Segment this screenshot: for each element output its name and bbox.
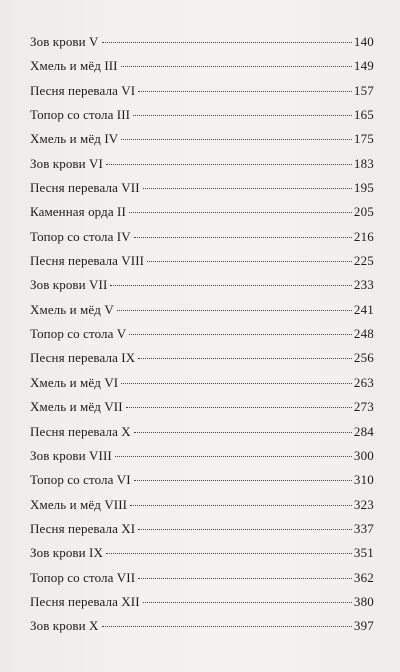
- toc-entry: [30, 298, 374, 322]
- toc-entry: [30, 200, 374, 224]
- toc-entry-title: Хмель и мёд VI: [30, 374, 119, 390]
- toc-entry-title: Зов крови IX: [30, 545, 103, 561]
- toc-entry-title: Топор со стола III: [30, 107, 131, 123]
- toc-entry-title: Хмель и мёд IV: [30, 131, 119, 147]
- toc-entry-page-number: 233: [353, 277, 374, 293]
- toc-entry-page-number: 263: [353, 374, 374, 390]
- toc-entry: [30, 614, 374, 638]
- toc-entry-page-number: 165: [353, 107, 374, 123]
- dot-leader: [138, 529, 352, 530]
- toc-entry-title: Зов крови VII: [30, 277, 108, 293]
- toc-entry: [30, 371, 374, 395]
- toc-entry-page-number: 195: [353, 180, 374, 196]
- toc-entry: [30, 103, 374, 127]
- toc-entry: [30, 249, 374, 273]
- toc-entry-page-number: 362: [353, 569, 374, 585]
- toc-entry-title: Песня перевала XII: [30, 593, 140, 609]
- dot-leader: [102, 42, 352, 43]
- toc-entry: [30, 322, 374, 346]
- toc-entry-title: Хмель и мёд VII: [30, 399, 123, 415]
- toc-entry-title: Песня перевала VIII: [30, 253, 145, 269]
- toc-entry-page-number: 241: [353, 301, 374, 317]
- dot-leader: [126, 407, 352, 408]
- toc-entry-title: Песня перевала IX: [30, 350, 136, 366]
- dot-leader: [134, 237, 352, 238]
- toc-entry-title: Зов крови X: [30, 618, 99, 634]
- toc-entry-page-number: 256: [353, 350, 374, 366]
- toc-entry: [30, 395, 374, 419]
- dot-leader: [121, 66, 352, 67]
- dot-leader: [129, 212, 352, 213]
- toc-entry-title: Хмель и мёд VIII: [30, 496, 128, 512]
- toc-entry: [30, 493, 374, 517]
- toc-entry-page-number: 337: [353, 520, 374, 536]
- dot-leader: [147, 261, 352, 262]
- toc-entry-page-number: 140: [353, 34, 374, 49]
- dot-leader: [121, 139, 352, 140]
- toc-entry: [30, 30, 374, 54]
- toc-entry-title: Зов крови VI: [30, 155, 103, 171]
- dot-leader: [106, 164, 352, 165]
- toc-entry-page-number: 273: [353, 399, 374, 415]
- toc-entry-title: Хмель и мёд III: [30, 58, 118, 74]
- toc-entry: [30, 590, 374, 614]
- dot-leader: [133, 115, 352, 116]
- toc-entry-page-number: 183: [353, 155, 374, 171]
- toc-entry-title: Зов крови V: [30, 34, 99, 49]
- toc-entry-title: Песня перевала VI: [30, 82, 136, 98]
- dot-leader: [143, 602, 352, 603]
- toc-entry-title: Топор со стола IV: [30, 228, 131, 244]
- dot-leader: [115, 456, 352, 457]
- toc-entry-page-number: 351: [353, 545, 374, 561]
- toc-entry: [30, 79, 374, 103]
- toc-entry-page-number: 175: [353, 131, 374, 147]
- toc-entry: [30, 54, 374, 78]
- dot-leader: [106, 553, 352, 554]
- dot-leader: [134, 432, 352, 433]
- dot-leader: [138, 91, 352, 92]
- dot-leader: [138, 358, 352, 359]
- table-of-contents: [30, 30, 374, 639]
- toc-entry-title: Песня перевала X: [30, 423, 131, 439]
- toc-entry-page-number: 300: [353, 447, 374, 463]
- toc-entry-title: Песня перевала XI: [30, 520, 136, 536]
- toc-entry: [30, 127, 374, 151]
- toc-entry-page-number: 225: [353, 253, 374, 269]
- dot-leader: [134, 480, 352, 481]
- toc-entry-page-number: 205: [353, 204, 374, 220]
- toc-entry: [30, 541, 374, 565]
- toc-entry: [30, 444, 374, 468]
- toc-entry: [30, 225, 374, 249]
- toc-entry-page-number: 216: [353, 228, 374, 244]
- toc-entry-title: Песня перевала VII: [30, 180, 140, 196]
- toc-entry-title: Каменная орда II: [30, 204, 126, 220]
- toc-entry-page-number: 284: [353, 423, 374, 439]
- toc-entry-page-number: 380: [353, 593, 374, 609]
- toc-entry: [30, 468, 374, 492]
- dot-leader: [130, 505, 352, 506]
- dot-leader: [138, 578, 352, 579]
- toc-entry: [30, 346, 374, 370]
- dot-leader: [121, 383, 352, 384]
- dot-leader: [117, 310, 352, 311]
- dot-leader: [129, 334, 352, 335]
- toc-entry-page-number: 397: [353, 618, 374, 634]
- toc-entry-title: Хмель и мёд V: [30, 301, 114, 317]
- dot-leader: [110, 285, 351, 286]
- toc-entry-title: Зов крови VIII: [30, 447, 112, 463]
- dot-leader: [102, 626, 352, 627]
- toc-entry-title: Топор со стола VII: [30, 569, 136, 585]
- toc-entry: [30, 152, 374, 176]
- dot-leader: [143, 188, 352, 189]
- toc-entry: [30, 273, 374, 297]
- toc-entry-title: Топор со стола V: [30, 326, 127, 342]
- toc-entry: [30, 420, 374, 444]
- toc-entry-page-number: 157: [353, 82, 374, 98]
- toc-entry: [30, 517, 374, 541]
- toc-entry: [30, 176, 374, 200]
- toc-entry-page-number: 323: [353, 496, 374, 512]
- toc-entry-title: Топор со стола VI: [30, 472, 131, 488]
- toc-entry: [30, 566, 374, 590]
- toc-entry-page-number: 310: [353, 472, 374, 488]
- toc-entry-page-number: 248: [353, 326, 374, 342]
- toc-entry-page-number: 149: [353, 58, 374, 74]
